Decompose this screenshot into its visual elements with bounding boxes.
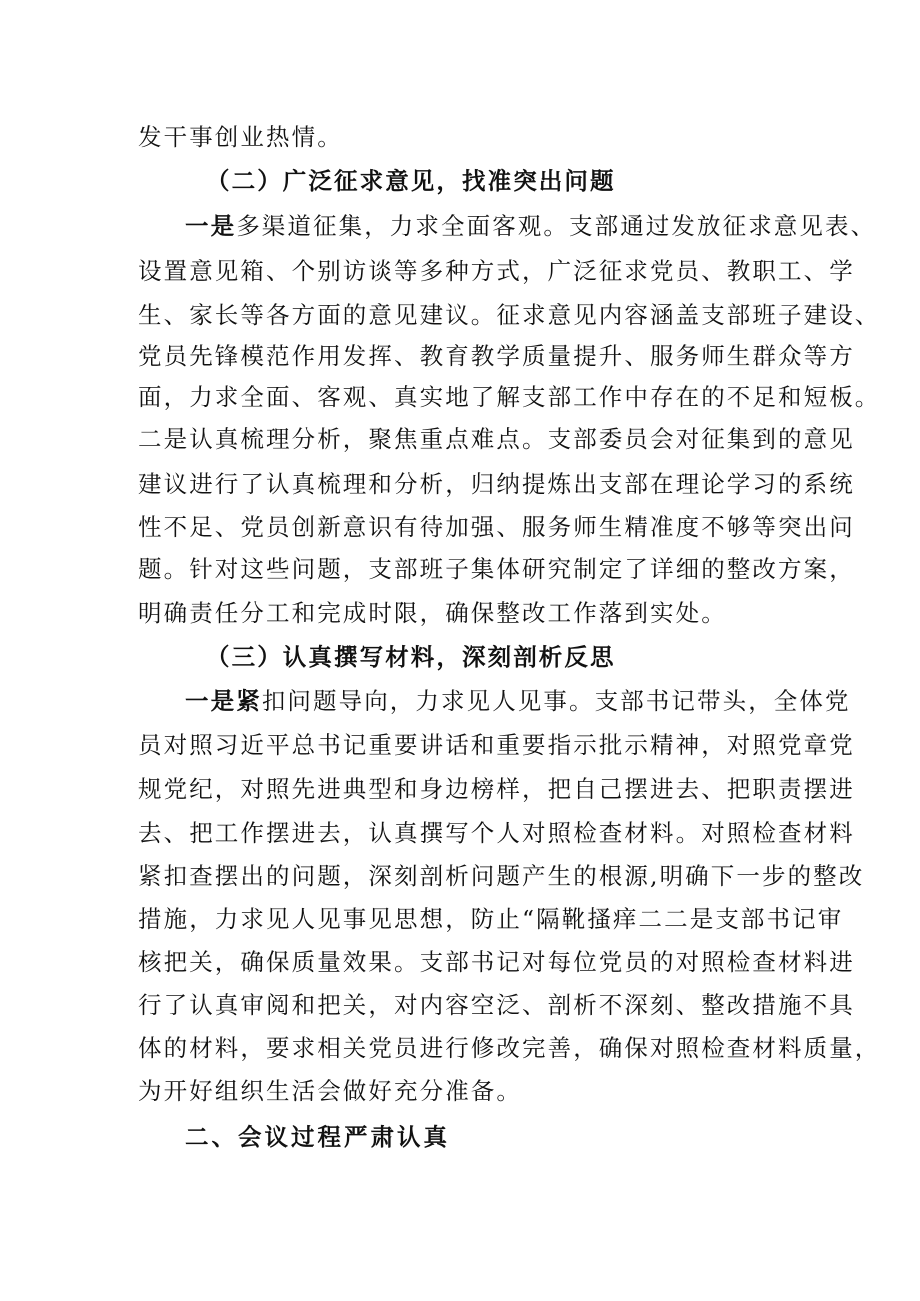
paragraph-line: 明确责任分工和完成时限，确保整改工作落到实处。 (138, 599, 727, 627)
paragraph-line: 体的材料，要求相关党员进行修改完善，确保对照检查材料质量， (138, 1034, 881, 1062)
paragraph-line (185, 686, 851, 716)
paragraph-line (185, 211, 876, 241)
paragraph-line: 建议进行了认真梳理和分析，归纳提炼出支部在理论学习的系统 (138, 470, 855, 498)
line-text: 扣问题导向，力求见人见事。支部书记带头，全体党 (261, 687, 851, 715)
line-text: 多渠道征集，力求全面客观。支部通过发放征求意见表、 (236, 212, 877, 240)
lead-phrase: 一是 (185, 212, 237, 240)
paragraph-line: 员对照习近平总书记重要讲话和重要指示批示精神，对照党章党 (138, 731, 855, 759)
paragraph-line: 性不足、党员创新意识有待加强、服务师生精准度不够等突出问 (138, 513, 855, 541)
paragraph-line: 题。针对这些问题，支部班子集体研究制定了详细的整改方案， (138, 555, 855, 583)
paragraph-line: 二是认真梳理分析，聚焦重点难点。支部委员会对征集到的意见 (138, 425, 855, 453)
paragraph-line: 发干事创业热情。 (138, 123, 343, 151)
paragraph-line: 去、把工作摆进去，认真撰写个人对照检查材料。对照检查材料 (138, 819, 855, 847)
paragraph-line: 核把关，确保质量效果。支部书记对每位党员的对照检查材料进 (138, 948, 855, 976)
paragraph-line: 生、家长等各方面的意见建议。征求意见内容涵盖支部班子建设、 (138, 301, 881, 329)
subsection-heading: （二）广泛征求意见，找准突出问题 (206, 167, 616, 195)
paragraph-line: 党员先锋模范作用发挥、教育教学质量提升、服务师生群众等方 (138, 342, 855, 370)
section-heading: 二、会议过程严肃认真 (185, 1123, 450, 1151)
paragraph-line: 为开好组织生活会做好充分准备。 (138, 1077, 522, 1105)
paragraph-line: 行了认真审阅和把关，对内容空泛、剖析不深刻、整改措施不具 (138, 991, 855, 1019)
lead-phrase: 一是紧 (185, 687, 262, 715)
subsection-heading: （三）认真撰写材料，深刻剖析反思 (206, 643, 616, 671)
paragraph-line: 措施，力求见人见事见思想，防止“隔靴搔痒二二是支部书记审 (138, 905, 844, 933)
paragraph-line: 紧扣查摆出的问题，深刻剖析问题产生的根源,明确下一步的整改 (138, 862, 865, 890)
paragraph-line: 面，力求全面、客观、真实地了解支部工作中存在的不足和短板。 (138, 383, 881, 411)
paragraph-line: 规党纪，对照先进典型和身边榜样，把自己摆进去、把职责摆进 (138, 775, 855, 803)
paragraph-line: 设置意见箱、个别访谈等多种方式，广泛征求党员、教职工、学 (138, 257, 855, 285)
